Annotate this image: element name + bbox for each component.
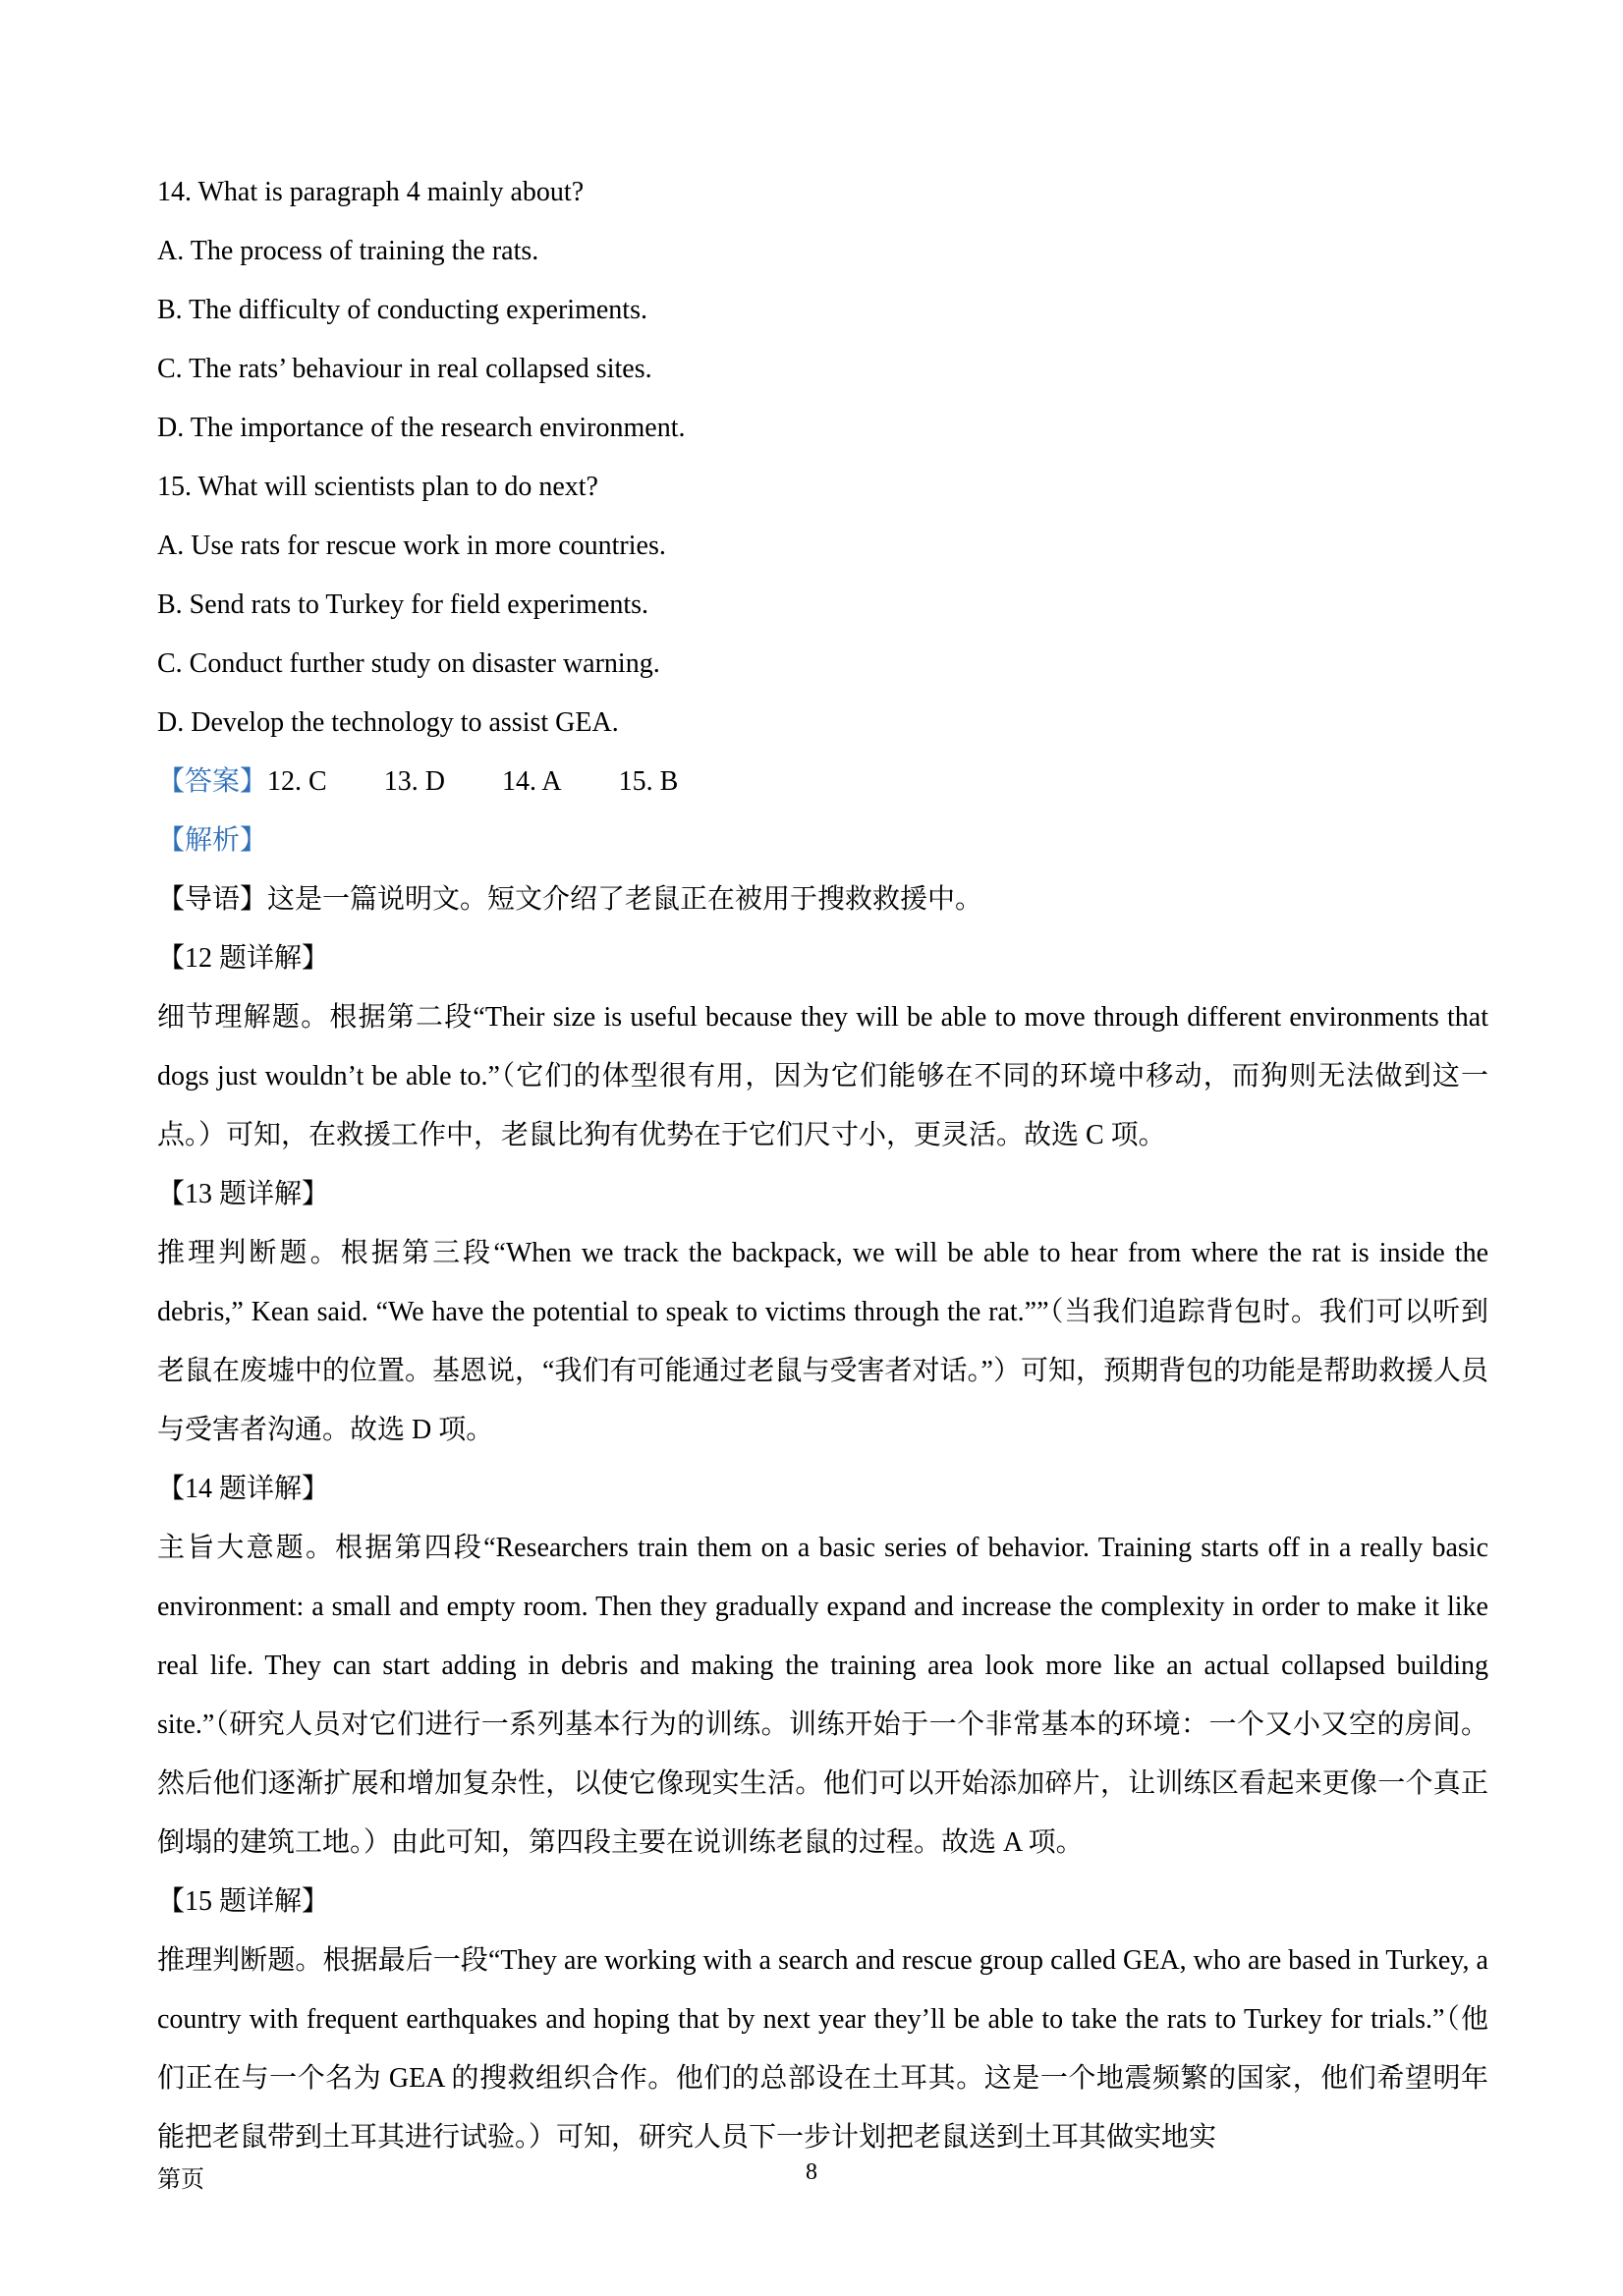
answer-item: 13. D: [383, 766, 445, 797]
option-d: D. The importance of the research environment.: [157, 413, 686, 443]
detail-15-title: 【15 题详解】: [157, 1886, 330, 1917]
question-14: [157, 163, 1488, 458]
option-a: A. Use rats for rescue work in more countries.: [157, 531, 666, 561]
answer-item: 15. B: [618, 766, 679, 797]
detail-12-title: 【12 题详解】: [157, 943, 330, 974]
answer-item: 14. A: [501, 766, 562, 797]
option-b: B. Send rats to Turkey for field experiments.: [157, 589, 649, 620]
footer-page-label: 第页: [157, 2167, 204, 2193]
detail-14-title: 【14 题详解】: [157, 1474, 330, 1504]
detail-13-title: 【13 题详解】: [157, 1179, 330, 1209]
option-b: B. The difficulty of conducting experiments.: [157, 295, 647, 325]
option-c: C. Conduct further study on disaster warning.: [157, 648, 660, 679]
answer-label: 【答案】: [157, 766, 268, 797]
intro-text: 【导语】这是一篇说明文。短文介绍了老鼠正在被用于搜救救援中。: [157, 884, 983, 915]
analysis-label: 【解析】: [157, 825, 268, 856]
question-15: [157, 458, 1488, 753]
option-a: A. The process of training the rats.: [157, 236, 539, 266]
option-c: C. The rats’ behaviour in real collapsed sites.: [157, 354, 652, 384]
answer-item: 12. C: [267, 766, 327, 797]
page-content: [157, 163, 1488, 2167]
footer-page-number: 8: [806, 2159, 817, 2185]
answer-line: [157, 753, 1488, 812]
detail-14-text: 主旨大意题。根据第四段“Researchers train them on a basic series of behavior. Training starts off in a really basic environment: a small and empty room. Then they gradually expand and increase the complexity in order to make it like real life. They can start adding in debris and making the training area look more like an actual collapsed building site.”（研究人员对它们进行一系列基本行为的训练。训练开始于一个非常基本的环境：一个又小又空的房间。然后他们逐渐扩展和增加复杂性，以使它像现实生活。他们可以开始添加碎片，让训练区看起来更像一个真正倒塌的建筑工地。）由此可知，第四段主要在说训练老鼠的过程。故选 A 项。: [157, 1533, 1488, 1858]
question-stem: 14. What is paragraph 4 mainly about?: [157, 177, 585, 207]
detail-12-text: 细节理解题。根据第二段“Their size is useful because they will be able to move through different environments that dogs just wouldn’t be able to.”（它们的体型很有用，因为它们能够在不同的环境中移动，而狗则无法做到这一点。）可知，在救援工作中，老鼠比狗有优势在于它们尺寸小，更灵活。故选 C 项。: [157, 1002, 1488, 1150]
option-d: D. Develop the technology to assist GEA.: [157, 707, 619, 738]
question-stem: 15. What will scientists plan to do next?: [157, 472, 598, 502]
detail-15-text: 推理判断题。根据最后一段“They are working with a search and rescue group called GEA, who are based in Turkey, a country with frequent earthquakes and hoping that by next year they’ll be able to take the rats to Turkey for trials.”（他们正在与一个名为 GEA 的搜救组织合作。他们的总部设在土耳其。这是一个地震频繁的国家，他们希望明年能把老鼠带到土耳其进行试验。）可知，研究人员下一步计划把老鼠送到土耳其做实地实: [157, 1945, 1488, 2153]
detail-13-text: 推理判断题。根据第三段“When we track the backpack, we will be able to hear from where the rat is inside the debris,” Kean said. “We have the potential to speak to victims through the rat.””（当我们追踪背包时。我们可以听到老鼠在废墟中的位置。基恩说，“我们有可能通过老鼠与受害者对话。”）可知，预期背包的功能是帮助救援人员与受害者沟通。故选 D 项。: [157, 1238, 1488, 1445]
